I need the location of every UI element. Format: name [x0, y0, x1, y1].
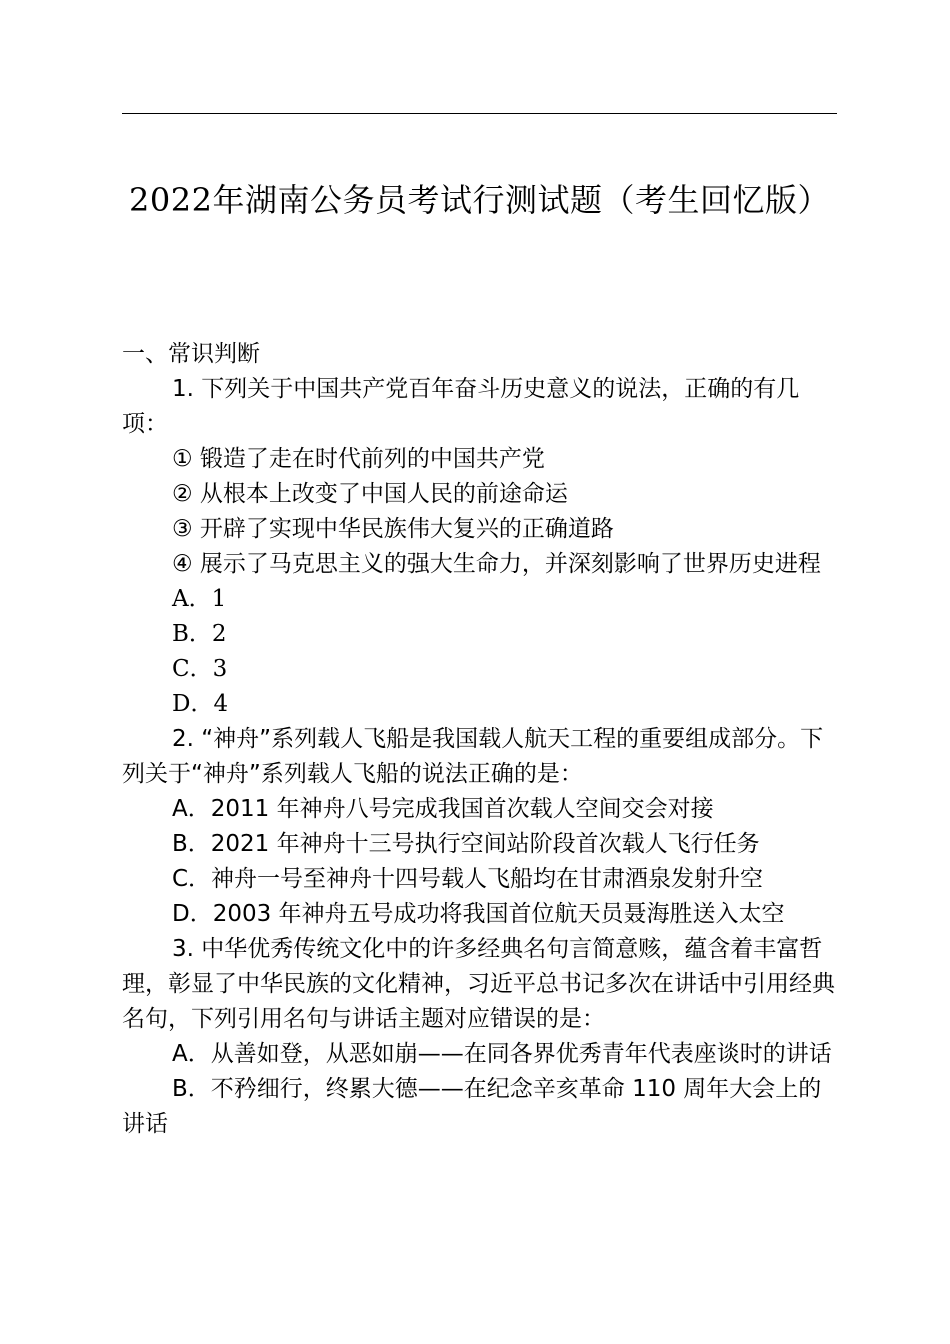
question-1-option-a: A．1 — [172, 586, 227, 612]
header-rule — [122, 113, 837, 114]
question-2-option-d: D．2003 年神舟五号成功将我国首位航天员聂海胜送入太空 — [172, 901, 785, 927]
question-2-stem: 2. “神舟”系列载人飞船是我国载人航天工程的重要组成部分。下列关于“神舟”系列载人飞船的说法正确的是： — [122, 726, 824, 787]
question-1-option-d: D．4 — [172, 691, 229, 717]
question-3-stem: 3. 中华优秀传统文化中的许多经典名句言简意赅，蕴含着丰富哲理，彰显了中华民族的文化精神，习近平总书记多次在讲话中引用经典名句，下列引用名句与讲话主题对应错误的是： — [122, 936, 835, 1032]
section-heading: 一、常识判断 — [122, 341, 260, 367]
question-1-option-c: C．3 — [172, 656, 228, 682]
question-3-option-b: B．不矜细行，终累大德——在纪念辛亥革命 110 周年大会上的讲话 — [122, 1076, 822, 1137]
question-1-statement-3: ③ 开辟了实现中华民族伟大复兴的正确道路 — [172, 516, 614, 542]
document-title: 2022年湖南公务员考试行测试题（考生回忆版） — [129, 181, 830, 219]
question-2-option-c: C．神舟一号至神舟十四号载人飞船均在甘肃酒泉发射升空 — [172, 866, 764, 892]
question-2-option-b: B．2021 年神舟十三号执行空间站阶段首次载人飞行任务 — [172, 831, 760, 857]
document-body — [122, 337, 837, 1142]
question-1-statement-1: ① 锻造了走在时代前列的中国共产党 — [172, 446, 545, 472]
question-1-statement-2: ② 从根本上改变了中国人民的前途命运 — [172, 481, 568, 507]
question-1-option-b: B．2 — [172, 621, 227, 647]
question-3-option-a: A．从善如登，从恶如崩——在同各界优秀青年代表座谈时的讲话 — [172, 1041, 832, 1067]
question-1-statement-4: ④ 展示了马克思主义的强大生命力，并深刻影响了世界历史进程 — [172, 551, 821, 577]
question-1-stem: 1. 下列关于中国共产党百年奋斗历史意义的说法，正确的有几项： — [122, 376, 800, 437]
question-2-option-a: A．2011 年神舟八号完成我国首次载人空间交会对接 — [172, 796, 714, 822]
